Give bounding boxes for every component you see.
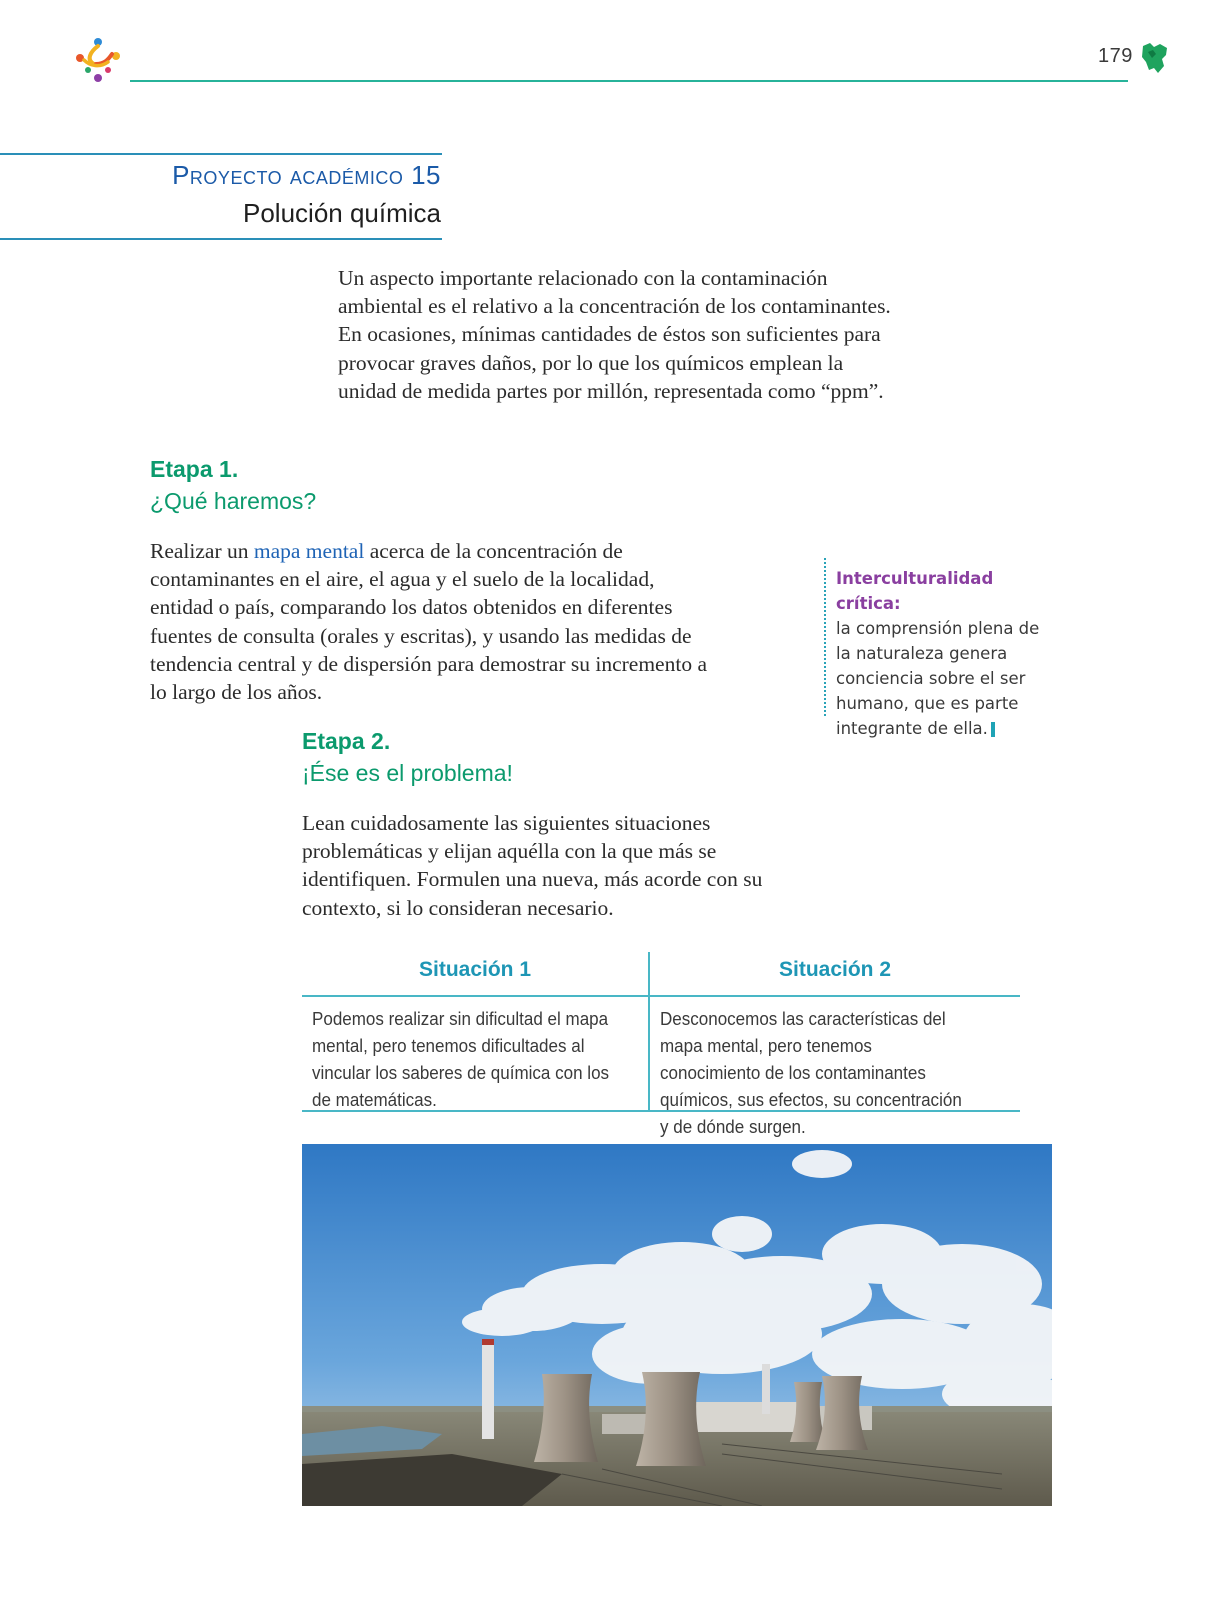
situations-table [302,952,1020,1137]
project-subtitle: Polución química [243,198,441,228]
glossary-box [836,566,1056,741]
stage1-paragraph [150,537,710,706]
project-title: Proyecto académico 15 [172,160,441,190]
logo-icon [72,34,124,86]
heading-rule [302,995,648,997]
glossary-term: Interculturalidad crítica: [836,569,994,613]
situation-text: Podemos realizar sin dificultad el mapa mental, pero tenemos dificultades al vincular los saberes de química con los de matemáticas. [312,1008,610,1110]
map-region-icon [1140,40,1170,76]
intro-paragraph: Un aspecto importante relacionado con la contaminación ambiental es el relativo a la concentración de los contaminantes. En ocasiones, mínimas cantidades de éstos son suficientes para provocar graves daños, por lo que los químicos emplean la unidad de medida partes por millón, representada como “ppm”. [338,266,891,403]
stage1-subtitle: ¿Qué haremos? [150,488,317,514]
header-rule [130,80,1128,82]
glossary-definition: la comprensión plena de la naturaleza genera conciencia sobre el ser humano, que es parte integrante de ella. [836,619,1040,738]
stage1-title: Etapa 1. [150,456,239,482]
situation-column [650,952,1020,1137]
table-bottom-rule [302,1110,1020,1112]
stage2-title: Etapa 2. [302,728,391,754]
stage1-text-start: Realizar un [150,539,254,563]
end-mark-icon [991,722,995,737]
mapa-mental-link[interactable]: mapa mental [253,539,365,563]
page-number: 179 [1098,45,1133,67]
stage1-text-end: acerca de la concentración de contaminantes en el aire, el agua y el suelo de la localidad, entidad o país, comparando los datos obtenidos en diferentes fuentes de consulta (orales y escritas), y usando las medidas de tendencia central y de dispersión para demostrar su incremento a lo largo de los años. [150,539,707,705]
glossary-rule [824,558,826,716]
title-rule-top [0,153,442,155]
heading-rule [650,995,1020,997]
power-plant-photo [302,1144,1052,1506]
title-rule-bottom [0,238,442,240]
stage2-paragraph: Lean cuidadosamente las siguientes situaciones problemáticas y elijan aquélla con la que más se identifiquen. Formulen una nueva, más acorde con su contexto, si lo consideran necesario. [302,811,763,920]
situation-heading: Situación 2 [778,958,892,981]
situation-column [302,952,648,1112]
stage2-subtitle: ¡Ése es el problema! [302,760,513,786]
situation-text: Desconocemos las características del mapa mental, pero tenemos conocimiento de los contaminantes químicos, sus efectos, su concentración y de dónde surgen. [660,1008,962,1137]
situation-heading: Situación 1 [418,958,532,981]
